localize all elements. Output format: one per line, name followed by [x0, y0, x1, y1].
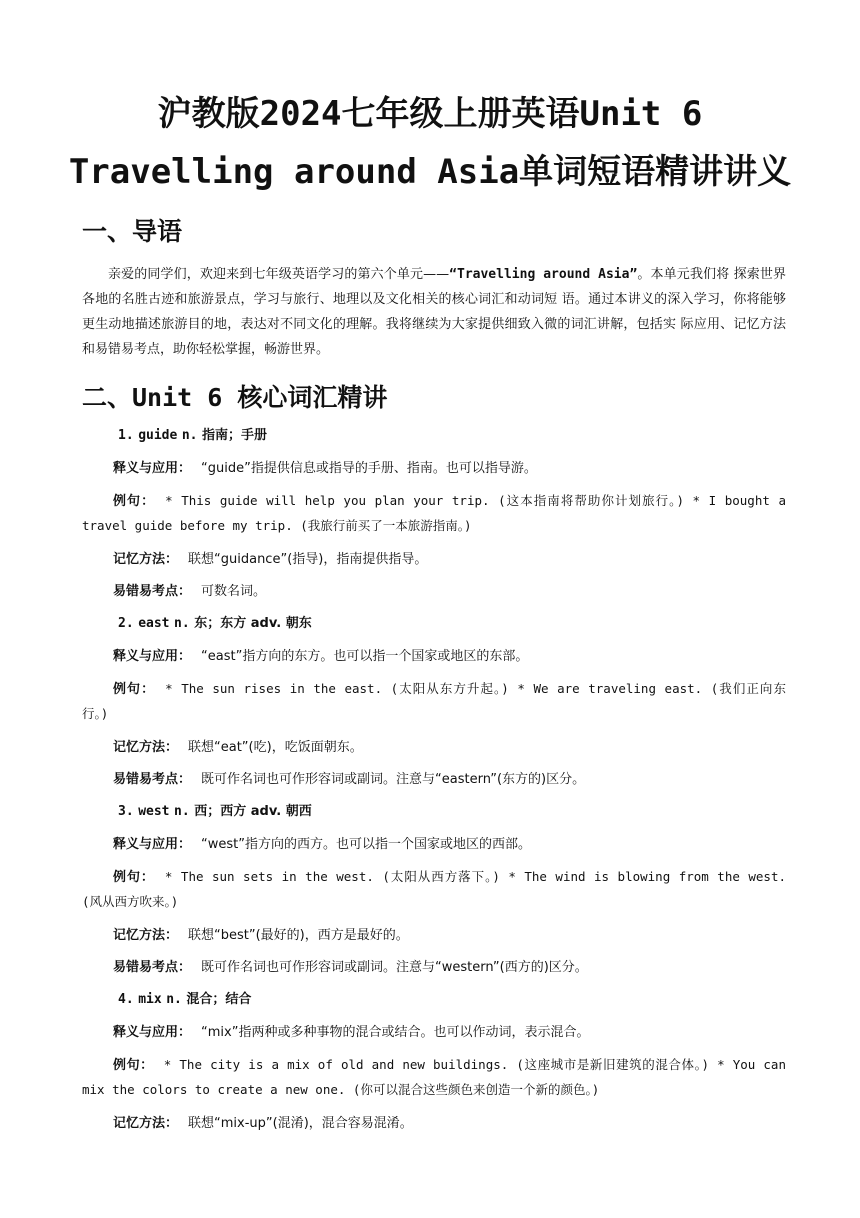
- pitfall-line: [82, 768, 786, 791]
- vocab-list: [82, 424, 786, 1144]
- vocab-pos: n.: [166, 992, 182, 1007]
- meaning-text: “west”指方向的西方。也可以指一个国家或地区的西部。: [201, 837, 531, 852]
- meaning-line: [82, 833, 786, 856]
- memory-line: [82, 1112, 786, 1135]
- meaning-label: 释义与应用：: [113, 1025, 192, 1040]
- vocab-number: 4.: [118, 992, 134, 1007]
- example-line: [82, 865, 786, 915]
- pitfall-line: [82, 580, 786, 603]
- section-heading-vocab: 二、Unit 6 核心词汇精讲: [82, 383, 388, 412]
- example-text: * The sun rises in the east. (太阳从东方升起。) * We are traveling east. (我们正向东 行。): [82, 681, 786, 721]
- document-title-line1: 沪教版2024七年级上册英语Unit 6: [157, 94, 703, 134]
- vocab-word: west: [138, 804, 170, 819]
- vocab-number: 2.: [118, 616, 134, 631]
- memory-line: [82, 736, 786, 759]
- intro-text-end: 。本单元我们将 探索世界各地的名胜古迹和旅游景点，学习与旅行、地理以及文化相关的核心词汇和动词短 语。通过本讲义的深入学习，你将能够更生动地描述旅游目的地，表达对不同文化的理解。我将继续为大家提供细致入微的词汇讲解，包括实 际应用、记忆方法和易错易考点，助你轻松掌握，畅游世界。: [82, 267, 786, 357]
- memory-label: 记忆方法：: [113, 928, 179, 943]
- example-line: [82, 677, 786, 727]
- example-label: 例句：: [113, 870, 155, 885]
- vocab-pos: n.: [174, 804, 190, 819]
- vocab-word: east: [138, 616, 170, 631]
- intro-unit-title: “Travelling around Asia”: [449, 267, 638, 282]
- meaning-text: “east”指方向的东方。也可以指一个国家或地区的东部。: [201, 649, 529, 664]
- vocab-entry-east: [82, 612, 786, 635]
- meaning-text: “mix”指两种或多种事物的混合或结合。也可以作动词，表示混合。: [201, 1025, 590, 1040]
- meaning-label: 释义与应用：: [113, 837, 192, 852]
- meaning-line: [82, 645, 786, 668]
- example-text: * This guide will help you plan your trip. (这本指南将帮助你计划旅行。) * I bought a travel guide before my trip. (我旅行前买了一本旅游指南。): [82, 493, 786, 533]
- vocab-pos: n.: [174, 616, 190, 631]
- vocab-number: 1.: [118, 428, 134, 443]
- vocab-word: mix: [138, 992, 162, 1007]
- meaning-label: 释义与应用：: [113, 649, 192, 664]
- memory-label: 记忆方法：: [113, 740, 179, 755]
- example-line: [82, 489, 786, 539]
- memory-line: [82, 924, 786, 947]
- example-line: [82, 1053, 786, 1103]
- meaning-line: [82, 1021, 786, 1044]
- memory-label: 记忆方法：: [113, 552, 179, 567]
- pitfall-label: 易错易考点：: [113, 960, 192, 975]
- vocab-definition: 西；西方 adv. 朝西: [194, 804, 312, 819]
- document-title-line2: Travelling around Asia单词短语精讲讲义: [68, 152, 792, 192]
- vocab-entry-guide: [82, 424, 786, 447]
- vocab-number: 3.: [118, 804, 134, 819]
- vocab-definition: 指南；手册: [202, 428, 268, 443]
- memory-text: 联想“guidance”(指导)，指南提供指导。: [188, 552, 428, 567]
- intro-paragraph: [82, 262, 786, 362]
- example-text: * The sun sets in the west. (太阳从西方落下。) * The wind is blowing from the west. (风从西方吹来。): [82, 869, 786, 909]
- example-label: 例句：: [113, 494, 156, 509]
- intro-text-start: 亲爱的同学们，欢迎来到七年级英语学习的第六个单元——: [108, 267, 450, 282]
- meaning-label: 释义与应用：: [113, 461, 192, 476]
- vocab-word: guide: [138, 428, 178, 443]
- example-label: 例句：: [113, 682, 156, 697]
- vocab-entry-mix: [82, 988, 786, 1011]
- section-heading-intro: 一、导语: [82, 217, 183, 246]
- meaning-text: “guide”指提供信息或指导的手册、指南。也可以指导游。: [201, 461, 537, 476]
- pitfall-line: [82, 956, 786, 979]
- memory-line: [82, 548, 786, 571]
- memory-text: 联想“mix-up”(混淆)，混合容易混淆。: [188, 1116, 413, 1131]
- memory-text: 联想“best”(最好的)，西方是最好的。: [188, 928, 409, 943]
- meaning-line: [82, 457, 786, 480]
- memory-label: 记忆方法：: [113, 1116, 179, 1131]
- vocab-pos: n.: [181, 428, 198, 443]
- vocab-definition: 东；东方 adv. 朝东: [194, 616, 312, 631]
- pitfall-label: 易错易考点：: [113, 584, 192, 599]
- pitfall-text: 既可作名词也可作形容词或副词。注意与“western”(西方的)区分。: [201, 960, 588, 975]
- vocab-entry-west: [82, 800, 786, 823]
- pitfall-text: 可数名词。: [201, 584, 267, 599]
- example-label: 例句：: [113, 1058, 154, 1073]
- pitfall-label: 易错易考点：: [113, 772, 192, 787]
- example-text: * The city is a mix of old and new buildings. (这座城市是新旧建筑的混合体。) * You can mix the colors to create a new one. (你可以混合这些颜色来创造一个新的颜色。): [82, 1057, 786, 1097]
- pitfall-text: 既可作名词也可作形容词或副词。注意与“eastern”(东方的)区分。: [201, 772, 586, 787]
- vocab-definition: 混合；结合: [186, 992, 252, 1007]
- memory-text: 联想“eat”(吃)，吃饭面朝东。: [188, 740, 363, 755]
